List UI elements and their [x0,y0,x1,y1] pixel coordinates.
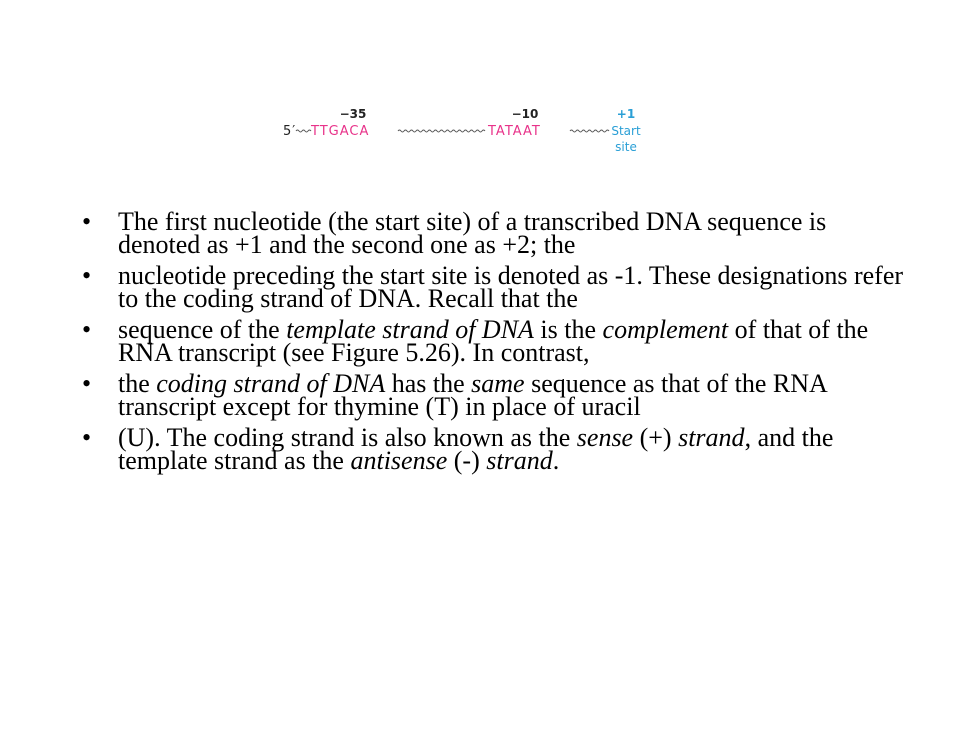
bullet-text: The first nucleotide (the start site) of a transcribed DNA sequence is denoted as +1 and the second one as +2; the [118,207,827,259]
bullet-text: has the [385,369,472,398]
bullet-item [80,423,910,475]
bullet-text: nucleotide preceding the start site is denoted as -1. These designations refer to the coding strand of DNA. Recall that the [118,261,904,313]
bullet-text: , and the template strand as the [118,423,834,475]
bullet-glyph: • [82,261,92,290]
minus35-label: −35 [339,107,367,121]
promoter-svg [270,100,690,170]
bullet-item [80,207,910,259]
start-label: Start [611,124,641,138]
bullet-item [80,315,910,367]
minus10-sequence: TATAAT [488,124,541,139]
bullet-text: (+) [633,423,679,452]
bullet-glyph: • [82,207,92,236]
bullet-text: (U). The coding strand is also known as the [118,423,577,452]
bullet-text: (-) [447,446,487,475]
bullet-text: sequence of the [118,315,287,344]
bullet-text: . [552,446,560,475]
bullet-glyph: • [82,369,92,398]
bullet-list [80,207,910,480]
bullet-emphasis: antisense [350,446,448,475]
wave-right [570,130,609,132]
bullet-text: the [118,369,157,398]
bullet-emphasis: same [471,369,525,398]
bullet-emphasis: strand [486,446,553,475]
wave-left [296,130,311,132]
bullet-emphasis: complement [602,315,729,344]
bullet-emphasis: coding strand of DNA [156,369,386,398]
site-label: site [615,140,637,154]
five-prime-label: 5′ [283,124,297,139]
minus10-label: −10 [511,107,539,121]
wave-middle [398,130,485,132]
bullet-emphasis: sense [576,423,634,452]
minus35-sequence: TTGACA [311,124,370,139]
plus1-label: +1 [616,107,636,121]
bullet-item [80,261,910,313]
bullet-glyph: • [82,315,92,344]
bullet-item [80,369,910,421]
bullet-emphasis: template strand of DNA [286,315,534,344]
bullet-glyph: • [82,423,92,452]
promoter-diagram [270,100,690,170]
bullet-text: of that of the RNA transcript (see Figure 5.26). In contrast, [118,315,869,367]
bullet-text: sequence as that of the RNA transcript except for thymine (T) in place of uracil [118,369,827,421]
bullet-emphasis: strand [678,423,745,452]
bullet-text: is the [533,315,603,344]
